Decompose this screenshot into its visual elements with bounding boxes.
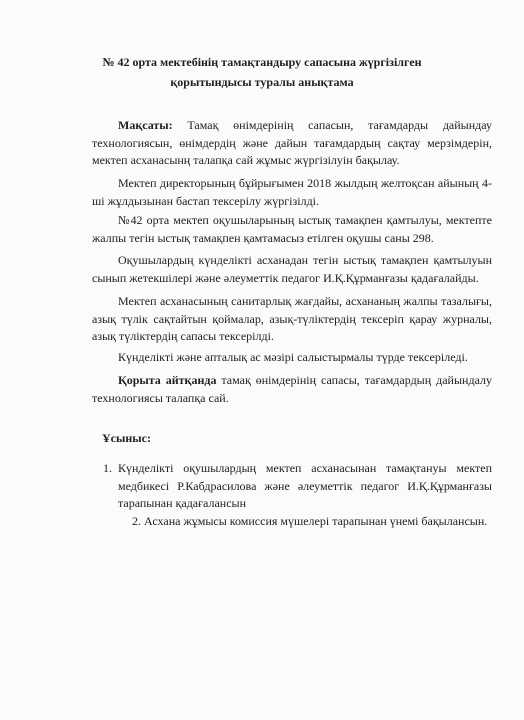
purpose-label: Мақсаты: — [118, 118, 173, 132]
recommendation-item-1 — [103, 460, 492, 513]
menu-check-paragraph: Күнделікті және апталық ас мәзірі салыстырмалы түрде тексеріледі. — [118, 350, 468, 364]
recommendation-item-2 — [92, 513, 492, 531]
conclusion-text: тамақ өнімдерінің сапасы, тағамдардың дайындалу технологиясы талапқа сай. — [92, 373, 492, 405]
supervision-paragraph: Оқушылардың күнделікті асханадан тегін ыстық тамақпен қамтылуын сынып жетекшілері және әлеуметтік педагог И.Қ.Құрманғазы қадағалайды. — [92, 253, 492, 285]
recommendation-1-number: 1. — [103, 461, 112, 475]
purpose-paragraph — [92, 117, 492, 170]
title-line-1: № 42 орта мектебінің тамақтандыру сапасына жүргізілген — [102, 55, 422, 69]
inspection-start-paragraph: Мектеп директорының бұйрығымен 2018 жылдың желтоқсан айының 4-ші жұлдызынан бастап тексерілу жүргізілді. — [92, 176, 492, 208]
recommendation-2-text: Асхана жұмысы комиссия мүшелері тарапынан үнемі бақылансын. — [144, 514, 488, 528]
purpose-text: Тамақ өнімдерінің сапасын, тағамдарды дайындау технологиясын, өнімдердің және дайын тағамдардың сақтау мерзімдерін, мектеп асханасынң талапқа сай жұмыс жүргізілуін бақылау. — [92, 118, 492, 167]
recommendation-1-text: Күнделікті оқушылардың мектеп асханасынан тамақтануы мектеп медбикесі Р.Кабдрасилова және әлеуметтік педагог И.Қ.Құрманғазы тарапынан қадағалансын — [118, 461, 492, 510]
conclusion-paragraph — [92, 372, 492, 407]
document-title — [0, 52, 524, 92]
sanitary-paragraph: Мектеп асханасының санитарлық жағдайы, асхананың жалпы тазалығы, азық түлік сақтайтын қоймалар, азық-түліктердің тексеріп қарау журналы, азық түліктердің сапасы тексерілді. — [92, 294, 492, 343]
recommendation-2-number: 2. — [132, 514, 141, 528]
title-line-2: қорытындысы туралы анықтама — [170, 75, 354, 89]
conclusion-label: Қорыта айтқанда — [118, 373, 217, 387]
student-count-paragraph: №42 орта мектеп оқушыларының ыстық тамақпен қамтылуы, мектепте жалпы тегін ыстық тамақпен қамтамасыз етілген оқушы саны 298. — [92, 213, 492, 245]
recommendations-heading: Ұсыныс: — [102, 431, 151, 445]
